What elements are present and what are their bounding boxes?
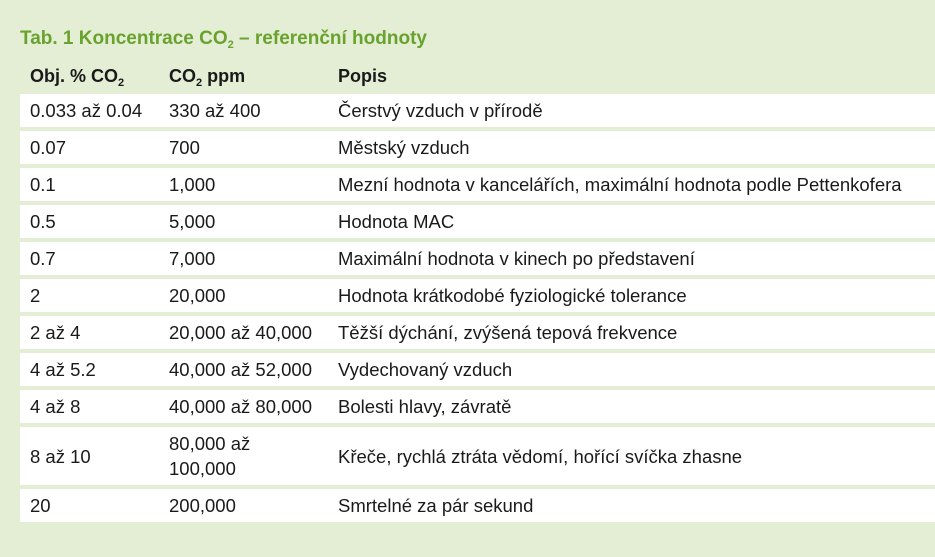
- cell-popis: Vydechovaný vzduch: [338, 359, 513, 380]
- header-popis: Popis: [338, 66, 388, 86]
- cell-ppm: 700: [169, 137, 200, 158]
- cell-ppm: 80,000 až 100,000: [169, 433, 251, 479]
- cell-ppm: 20,000: [169, 285, 226, 306]
- cell-obj: 2: [30, 285, 41, 306]
- cell-popis: Křeče, rychlá ztráta vědomí, hořící svíčka zhasne: [338, 445, 743, 467]
- table-row: [20, 353, 935, 386]
- table-row: [20, 316, 935, 349]
- cell-obj: 20: [30, 495, 51, 516]
- cell-ppm: 1,000: [169, 174, 216, 195]
- cell-ppm: 200,000: [169, 495, 236, 516]
- cell-popis: Mezní hodnota v kancelářích, maximální hodnota podle Pettenkofera: [338, 174, 902, 195]
- cell-obj: 0.5: [30, 211, 56, 232]
- table-body: [20, 94, 935, 526]
- cell-obj: 4 až 5.2: [30, 359, 96, 380]
- cell-obj: 0.033 až 0.04: [30, 100, 143, 121]
- table-header: [0, 60, 935, 94]
- cell-ppm: 330 až 400: [169, 100, 261, 121]
- cell-popis: Smrtelné za pár sekund: [338, 495, 534, 516]
- cell-popis: Těžší dýchání, zvýšená tepová frekvence: [338, 322, 678, 343]
- cell-obj: 0.1: [30, 174, 56, 195]
- cell-obj: 2 až 4: [30, 322, 81, 343]
- table-row: [20, 205, 935, 238]
- table-row: [20, 390, 935, 423]
- cell-ppm: 7,000: [169, 248, 216, 269]
- cell-ppm: 40,000 až 52,000: [169, 359, 312, 380]
- table-row: [20, 94, 935, 127]
- table-row: [20, 427, 935, 485]
- cell-popis: Městský vzduch: [338, 137, 470, 158]
- cell-popis: Bolesti hlavy, závratě: [338, 396, 512, 417]
- cell-popis: Maximální hodnota v kinech po představení: [338, 248, 695, 269]
- cell-obj: 0.07: [30, 137, 67, 158]
- table-row: [20, 242, 935, 275]
- cell-ppm: 5,000: [169, 211, 216, 232]
- table-row: [20, 131, 935, 164]
- cell-popis: Hodnota krátkodobé fyziologické tolerance: [338, 285, 687, 306]
- table-row: [20, 168, 935, 201]
- cell-obj: 4 až 8: [30, 396, 81, 417]
- cell-popis: Hodnota MAC: [338, 211, 455, 232]
- cell-ppm: 40,000 až 80,000: [169, 396, 312, 417]
- table-row: [20, 489, 935, 522]
- table-title: Tab. 1 Koncentrace $CO_2$ – referenční hodnoty: [20, 28, 427, 51]
- header-obj-percent: Obj. % $CO_2$: [30, 66, 125, 89]
- header-ppm: $CO_2$ ppm: [169, 66, 246, 89]
- cell-obj: 0.7: [30, 248, 56, 269]
- table-row: [20, 279, 935, 312]
- cell-obj: 8 až 10: [30, 445, 91, 467]
- cell-ppm: 20,000 až 40,000: [169, 322, 312, 343]
- cell-popis: Čerstvý vzduch v přírodě: [338, 100, 543, 121]
